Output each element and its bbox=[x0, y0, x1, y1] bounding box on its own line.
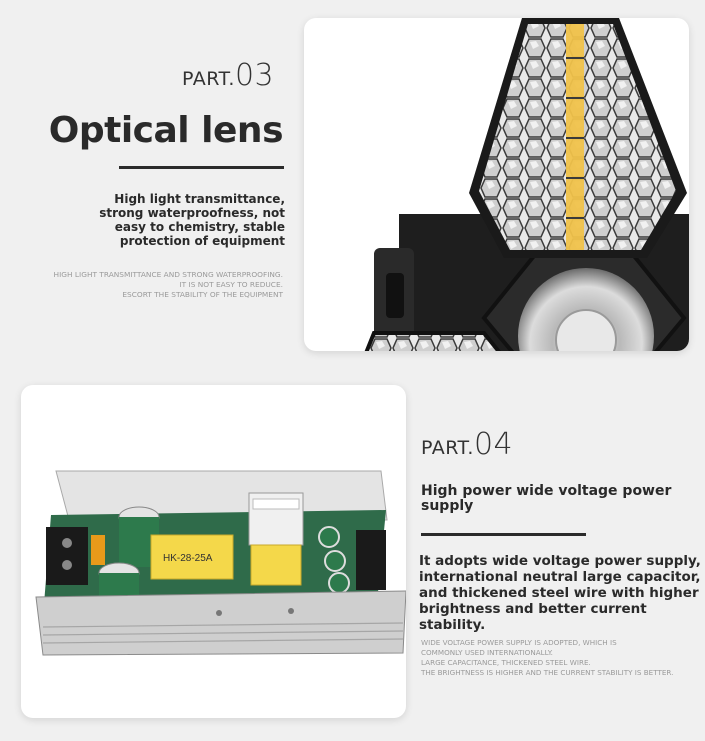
fine-print-line: COMMONLY USED INTERNATIONALLY. bbox=[421, 648, 553, 657]
part-prefix: PART. bbox=[421, 437, 474, 459]
fine-print-line: THE BRIGHTNESS IS HIGHER AND THE CURRENT STABILITY IS BETTER. bbox=[421, 668, 674, 677]
section-part-04 bbox=[0, 370, 705, 741]
section-description bbox=[419, 553, 705, 633]
part-label bbox=[421, 427, 513, 462]
section-part-03 bbox=[0, 0, 705, 370]
fine-print bbox=[421, 638, 705, 678]
description-line: High light transmittance, bbox=[114, 192, 285, 206]
divider bbox=[119, 166, 284, 169]
part-prefix: PART. bbox=[182, 68, 235, 90]
title-line: High power wide voltage power bbox=[421, 483, 672, 499]
lens-fixture-illustration bbox=[304, 18, 689, 351]
section-title: Optical lens bbox=[48, 110, 283, 151]
part-number: 03 bbox=[234, 58, 275, 93]
transformer-label: HK-28-25A bbox=[163, 553, 213, 564]
title-line: supply bbox=[421, 498, 474, 514]
description-line: It adopts wide voltage power supply, bbox=[419, 553, 701, 569]
description-line: strong waterproofness, not bbox=[99, 206, 285, 220]
description-line: protection of equipment bbox=[119, 234, 285, 248]
description-line: international neutral large capacitor, bbox=[419, 569, 701, 585]
fine-print-line: WIDE VOLTAGE POWER SUPPLY IS ADOPTED, WHICH IS bbox=[421, 638, 617, 647]
part-label bbox=[182, 58, 274, 93]
section-description bbox=[85, 192, 285, 248]
fine-print-line: LARGE CAPACITANCE, THICKENED STEEL WIRE. bbox=[421, 658, 591, 667]
optical-lens-image bbox=[304, 18, 689, 351]
power-supply-illustration bbox=[21, 385, 406, 718]
fine-print-line: IT IS NOT EASY TO REDUCE. bbox=[179, 280, 283, 289]
description-line: and thickened steel wire with higher bbox=[419, 585, 699, 601]
divider bbox=[421, 533, 586, 536]
fine-print bbox=[13, 270, 283, 300]
power-supply-image bbox=[21, 385, 406, 718]
part-number: 04 bbox=[473, 427, 514, 462]
fine-print-line: ESCORT THE STABILITY OF THE EQUIPMENT bbox=[122, 290, 283, 299]
section-title bbox=[421, 484, 681, 514]
description-line: brightness and better current stability. bbox=[419, 601, 647, 633]
fine-print-line: HIGH LIGHT TRANSMITTANCE AND STRONG WATERPROOFING. bbox=[53, 270, 283, 279]
description-line: easy to chemistry, stable bbox=[114, 220, 285, 234]
